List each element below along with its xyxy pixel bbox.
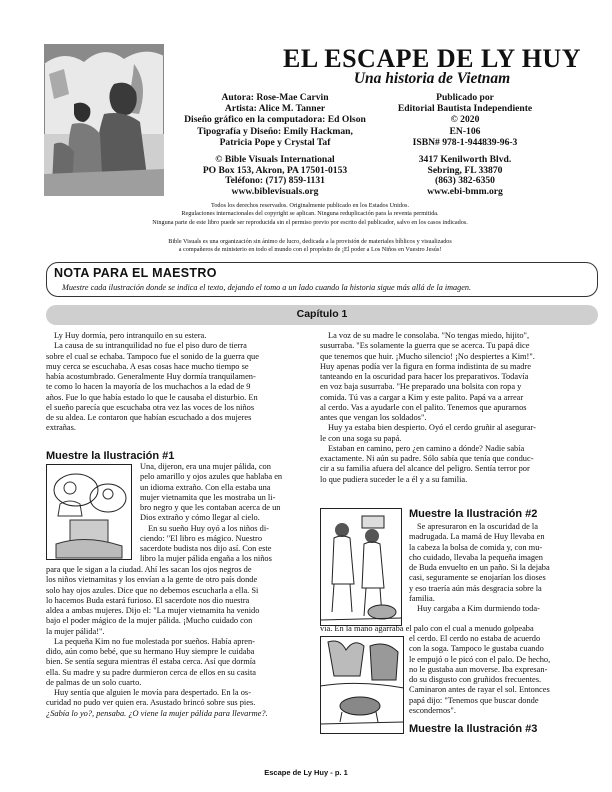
publisher-address [386,155,544,197]
text-line: había acostumbrado. Generalmente Huy dormía tranquilamen- [46,372,256,381]
mission-notice [40,238,580,255]
bvi-address [170,155,380,197]
address-line: 3417 Kenilworth Blvd. [418,154,512,165]
text-line: familia. [409,593,435,603]
text-line: la mujer pálida!". [46,626,105,636]
book-subtitle: Una historia de Vietnam [353,70,511,87]
text-line: Huy apenas podía ver la figura en forma indistinta de su madre [320,361,531,371]
text-line: solo hay ojos azules. Dice que no debemos escucharla a ella. Si [46,585,259,595]
publisher-line: Publicado por [436,92,494,103]
text-line: libro la mujer pálida engaña a los niños [140,554,272,564]
text-line: comida. Tú vas a cargar a Kim y este palito. Papá va a arrear [320,392,524,402]
text-line: y eso traería aún más desgracia sobre la [409,583,542,593]
address-line: (863) 382-6350 [435,175,495,187]
text-line: Se apresuraron en la oscuridad de la [417,522,538,531]
text-line: antes que vengan los soldados". [320,413,427,422]
chapter-heading: Capítulo 1 [296,308,348,320]
address-line: © Bible Visuals International [215,154,335,165]
text-line: Una, dijeron, era una mujer pálida, con [140,462,271,471]
text-line: sacerdote budista nos dijo así. Con este [140,544,272,553]
text-line: pelo amarillo y ojos azules que hablaba en [140,472,283,482]
column2-text-c [409,634,598,716]
illustration-3-heading: Muestre la Ilustración #3 [409,723,538,735]
text-line: mujer vietnamita que les mostraba un li- [140,492,276,502]
text-line: susurraba. "Es solamente la guerra que se acerca. Tu papá dice [320,341,530,351]
text-line: el cerdo. El cerdo no estaba de acuerdo [409,634,541,643]
text-line: muy cerca se escuchaba. A esas cosas hace mucho tiempo se [46,361,249,371]
text-line: al cerdo. Vas a ayudarle con el palito. Tenemos que apurarnos [320,402,527,412]
teacher-note-title: NOTA PARA EL MAESTRO [54,266,217,280]
text-line: Ly Huy dormía, pero intranquilo en su estera. [54,331,207,340]
text-line: dido, aún como bebé, que su hermano Huy siempre le cuidaba [46,647,255,656]
text-line: ella. Su madre y su padre durmieron cerca de ellos en su casita [46,667,256,677]
address-line: www.ebi-bmm.org [427,185,503,197]
legal-line: a compañeros de ministerio en todo el mundo con el propósito de ¡El poder a Los Niños en Vuestro Jesús! [178,246,442,254]
illustration-2-heading: Muestre la Ilustración #2 [409,508,538,520]
text-line: exactamente. Ni aún su padre. Sólo sabía que tenía que conduc- [320,454,534,463]
text-line: Dios extraño y cómo llegar al cielo. [140,513,260,523]
text-line: bien. Se sentía segura mientras él estaba cerca. Así que dormía [46,657,256,667]
legal-notice [40,202,580,227]
text-line: de su aldea. Le contaron que habían escuchado a dos mujeres [46,413,252,422]
text-line: extrañas. [46,423,76,433]
address-line: Sebring, FL 33870 [427,164,503,176]
text-line: le con una soga su papá. [320,433,402,443]
credits-left [170,92,380,148]
text-line: Huy ya estaba bien despierto. Oyó el cerdo gruñir al asegurar- [328,423,536,433]
legal-line: Bible Visuals es una organización sin ánimo de lucro, dedicada a la provisión de materiales bíblicos y visualizados [168,238,452,245]
text-line: lo hacemos Buda estará furioso. El sacerdote nos dio nuestra [46,595,250,605]
cover-illustration [44,44,164,196]
text-line: Estaban en camino, pero ¿en camino a dónde? Nadie sabía [328,443,525,453]
column2-text-wide [320,624,598,634]
text-line: el sueño parecía que escuchaba otra vez las voces de los niños [46,402,255,412]
address-line: Teléfono: (717) 859-1131 [225,175,325,187]
text-line: que tenemos que huir. ¡Mucho silencio! ¡No despiertes a Kim!". [320,351,535,361]
illustration-3-thumbnail [320,636,404,734]
text-line: La causa de su intranquilidad no fue el piso duro de tierra [54,341,247,351]
text-line: curidad no pudo ver quien era. Asustado brincó sobre sus pies. [46,698,256,708]
publisher-line: Editorial Bautista Independiente [397,103,533,115]
publisher-line: EN-106 [449,125,481,137]
text-line: En su sueño Huy oyó a los niños di- [148,523,269,533]
text-line: bajo el poder mágico de la mujer pálida. ¡Mucho cuidado con [46,616,253,626]
column1-text-c [46,565,308,719]
text-line: en voz baja susurraba. "He preparado una bolsita con ropa y [320,382,522,392]
text-line: Huy cargaba a Kim durmiendo toda- [417,604,540,613]
illustration-1-thumbnail [46,464,132,560]
text-line: ¿Sabía lo yo?, pensaba. ¿O viene la mujer pálida para llevarme?. [46,708,268,718]
column1-text-b [140,462,308,565]
text-line: cir a su familia afuera del alcance del peligro. Sentía terror por [320,464,530,474]
text-line: Huy sentía que alguien le movía para despertado. En la os- [54,688,251,697]
credit-line: Artista: Alice M. Tanner [224,103,326,115]
legal-line: Regulaciones internacionales del copyright se aplican. Ninguna reduplicación para la reventa permitida. [181,210,439,218]
text-line: un idioma extraño. Con ella estaba una [140,482,271,492]
text-line: madrugada. La mamá de Huy llevaba en [409,532,545,542]
column2-text-b [409,522,598,614]
text-line: tanteando en la oscuridad para hacer los preparativos. Todavía [320,372,529,381]
illustration-2-thumbnail [320,508,402,626]
address-line: www.biblevisuals.org [231,185,319,197]
page-footer: Escape de Ly Huy - p. 1 [264,768,348,777]
text-line: vía. En la mano agarraba el palo con el cual a menudo golpeaba [320,624,534,633]
text-line: los niños vietnamitas y los envían a la gente de otro país donde [46,575,258,585]
text-line: años. Fue lo que había estado lo que le causaba el disturbio. En [46,392,258,402]
text-line: La pequeña Kim no fue molestada por sueños. Había apren- [54,636,255,646]
publisher-line: ISBN# 978-1-944839-96-3 [412,136,518,148]
teacher-note-text: Muestre cada ilustración donde se indica el texto, dejando el tomo a un lado cuando la historia sigue más allá de la imagen. [62,283,472,292]
credit-line: Diseño gráfico en la computadora: Ed Olson [184,114,366,126]
text-line: escondernos". [409,705,456,715]
text-line: casi, seguramente se enojarían los dioses [409,573,546,583]
text-line: aldea a ambas mujeres. Dijo el: "La mujer vietnamita ha venido [46,606,260,615]
text-line: sobre el cual se echaba. Tampoco fue el sonido de la guerra que [46,351,259,361]
credits-right [386,92,544,148]
text-line: no le gustaba aun moverse. Iba expresan- [409,664,548,674]
text-line: te como lo hacen la mayoría de los muchachos a la edad de 9 [46,382,251,392]
text-line: la cabeza la bolsa de comida y, con mu- [409,542,543,552]
text-line: le empujó o le picó con el palo. De hecho, [409,654,551,664]
text-line: con la soga. Tampoco le gustaba cuando [409,644,544,654]
text-line: de palmas de un solo cuarto. [46,677,142,687]
credit-line: Patricia Pope y Crystal Taf [219,136,331,148]
column1-text-a [46,331,308,434]
publisher-line: © 2020 [450,114,480,126]
legal-line: Todos los derechos reservados. Originalmente publicado en los Estados Unidos. [210,202,410,209]
book-title: EL ESCAPE DE LY HUY [283,44,581,73]
text-line: do su disgusto con gruñidos frecuentes. [409,675,542,684]
credit-line: Autora: Rose-Mae Carvin [221,92,329,103]
text-line: cho cuidado, llevaba la pequeña imagen [409,552,543,562]
text-line: para que le sigan a la ciudad. Ahí les sacan los ojos negros de [46,565,252,574]
credit-line: Tipografía y Diseño: Emily Hackman, [197,125,353,137]
text-line: La voz de su madre le consolaba. "No tengas miedo, hijito", [328,331,530,340]
text-line: ciendo: "El libro es mágico. Nuestro [140,533,263,543]
column2-text-a [320,331,598,485]
text-line: bro negro y que les contaban acerca de un [140,503,281,512]
text-line: Caminaron antes de rayar el sol. Entonces [409,685,550,695]
text-line: lo que pudiera suceder le a él y a su familia. [320,474,468,484]
illustration-1-heading: Muestre la Ilustración #1 [46,450,175,462]
address-line: PO Box 153, Akron, PA 17501-0153 [202,164,348,176]
text-line: papá dijo: "Tenemos que buscar donde [409,695,539,705]
legal-line: Ninguna parte de este libro puede ser reproducida sin el permiso previo por escrito del publicador, salvo en los casos indicados. [152,218,468,226]
text-line: de Buda envuelto en un paño. Si la dejaba [409,563,550,572]
